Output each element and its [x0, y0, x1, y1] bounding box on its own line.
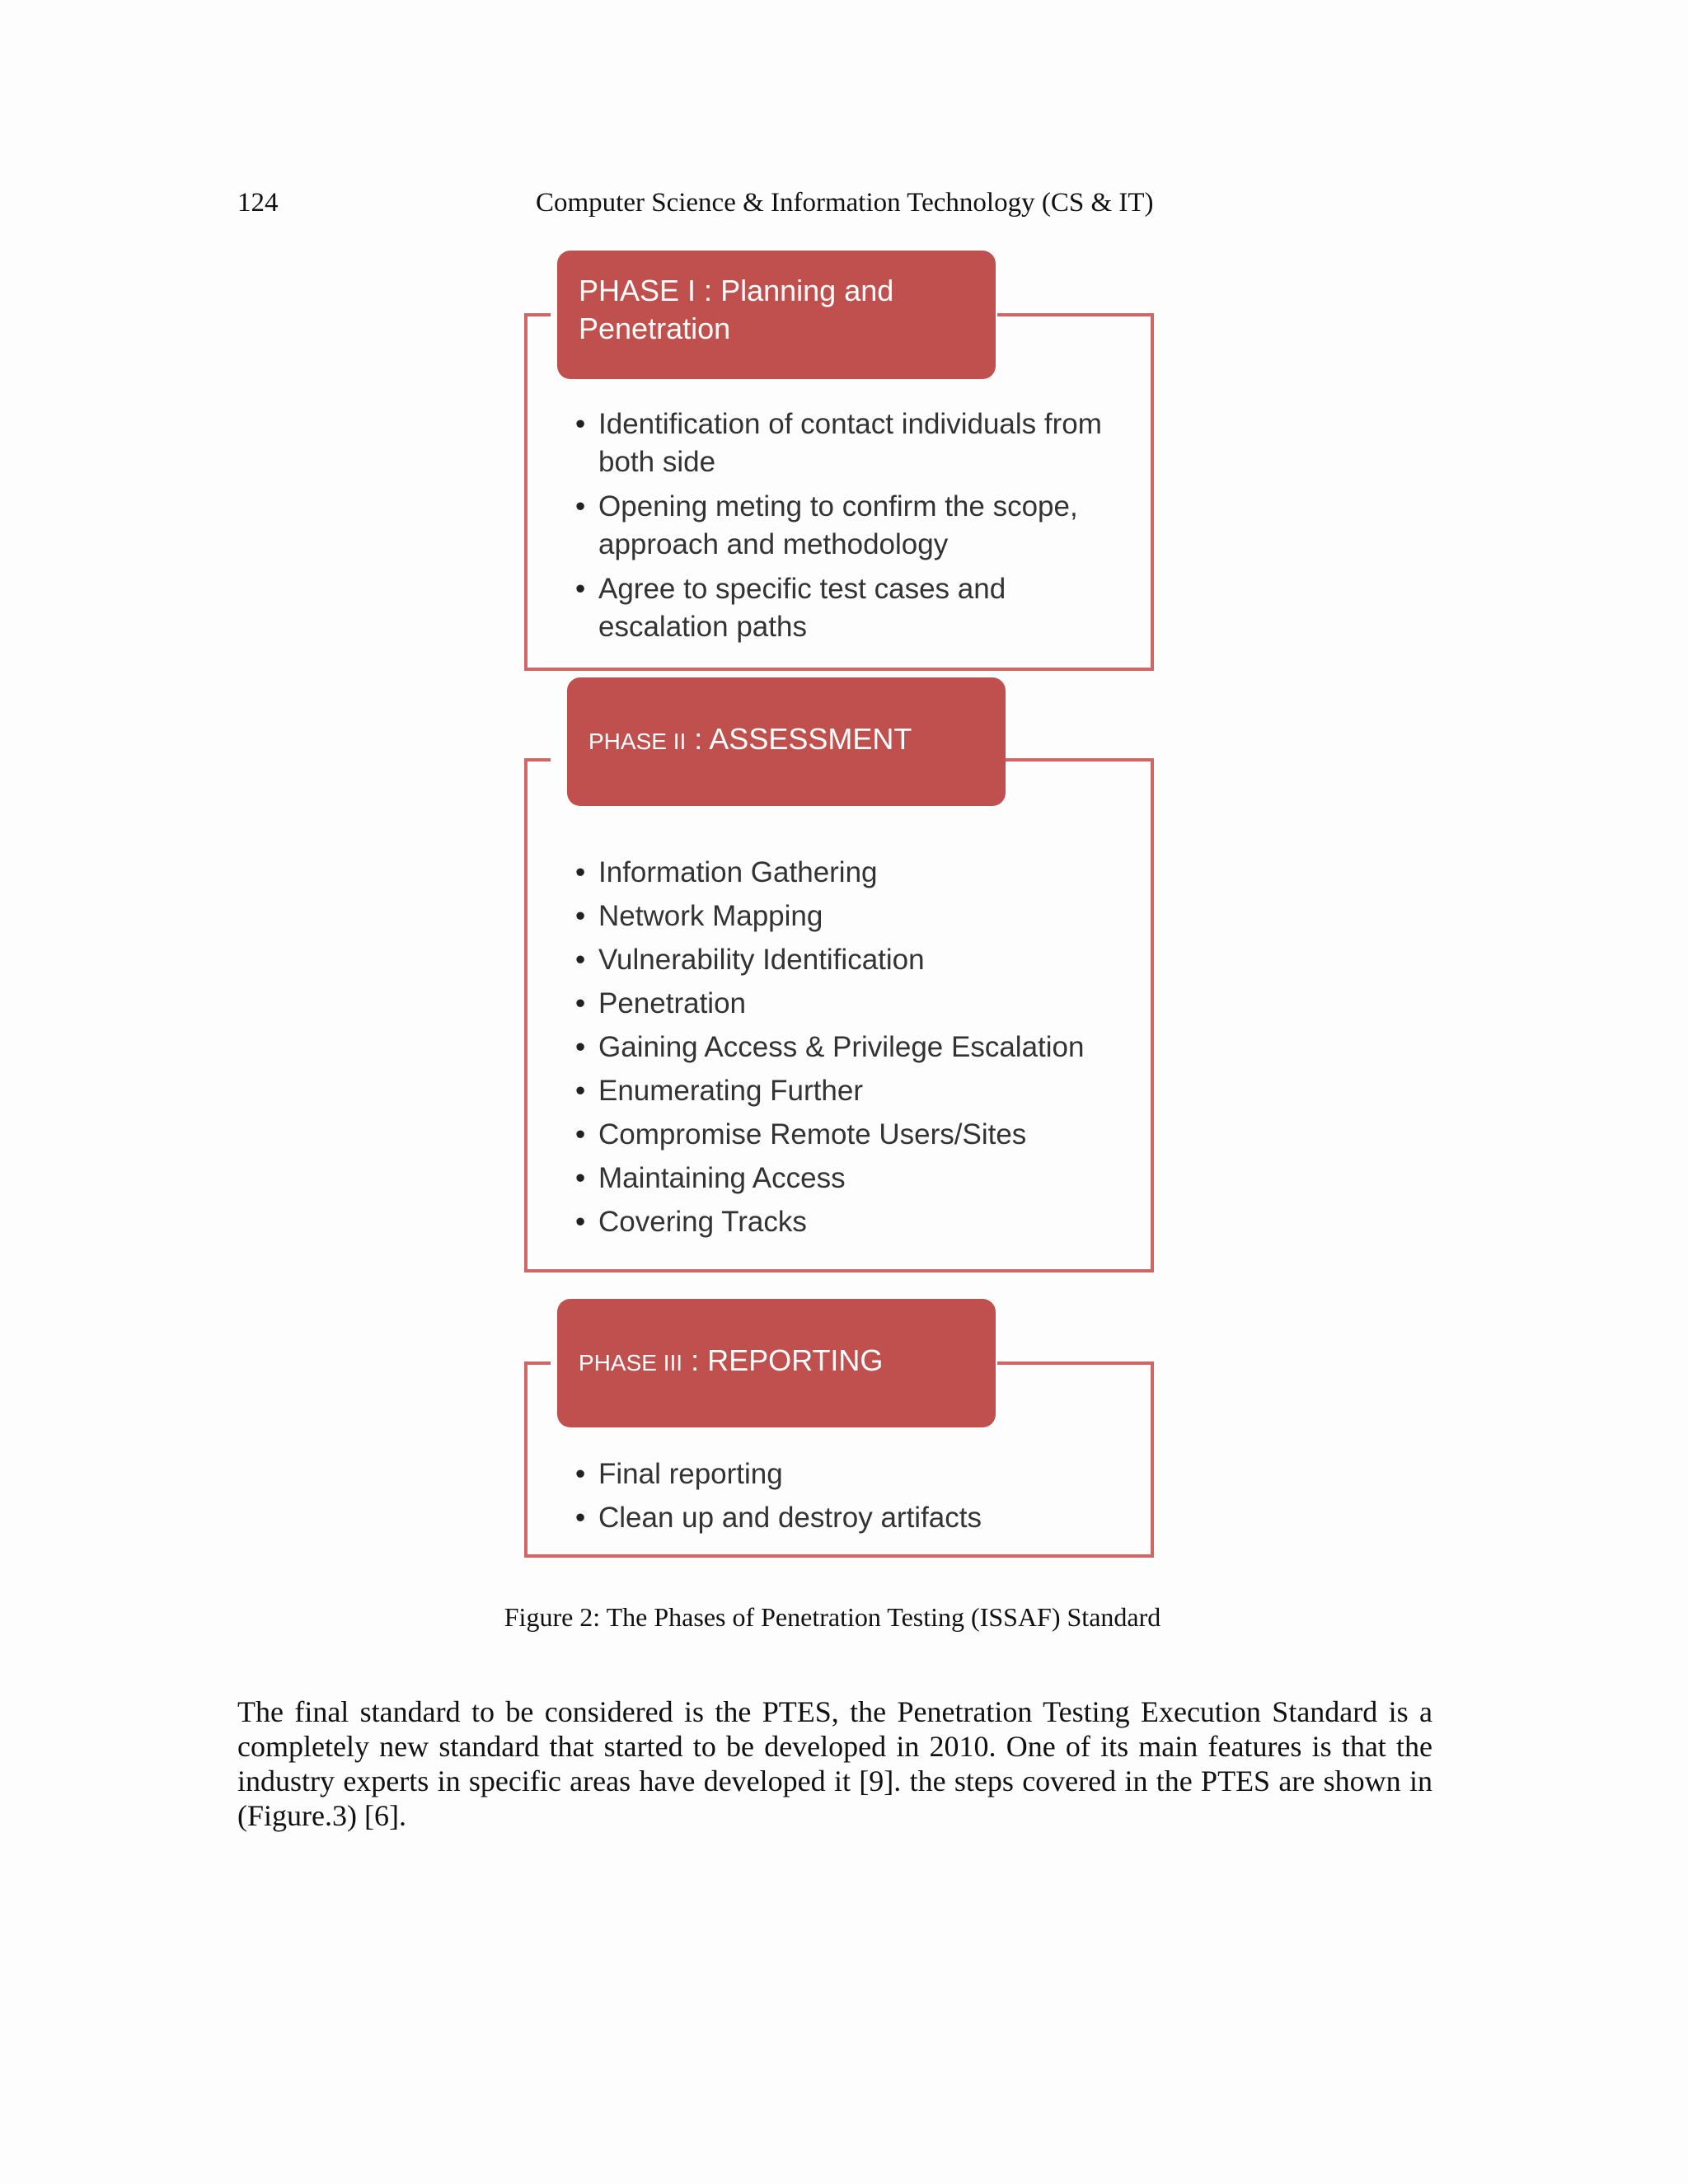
body-paragraph: The final standard to be considered is the PTES, the Penetration Testing Execution Standard is a completely new standard that started to be developed in 2010. One of its main features is that the industry experts in specific areas have developed it [9]. the steps covered in the PTES are shown in (Figure.3) [6].	[237, 1695, 1432, 1832]
phase-1-header	[557, 251, 996, 379]
phase-3-title: : REPORTING	[691, 1343, 884, 1377]
list-item: • Identification of contact individuals from both side	[575, 405, 1103, 481]
phase-3-list	[575, 1452, 1103, 1540]
journal-title: Computer Science & Information Technology (CS & IT)	[536, 188, 1154, 218]
phase-2-header	[567, 677, 1006, 806]
list-item: • Information Gathering	[575, 851, 1103, 894]
list-item: • Network Mapping	[575, 894, 1103, 938]
list-item: • Agree to specific test cases and escalation paths	[575, 570, 1103, 646]
list-item: • Final reporting	[575, 1452, 1103, 1496]
phase-2-label: PHASE II	[588, 729, 687, 754]
phase-1-title: Planning and Penetration	[579, 274, 894, 345]
list-item: • Vulnerability Identification	[575, 938, 1103, 982]
phase-2-list	[575, 851, 1103, 1244]
page-header	[237, 185, 1432, 221]
list-item: • Compromise Remote Users/Sites	[575, 1113, 1103, 1156]
phase-3-header	[557, 1299, 996, 1427]
page-number: 124	[237, 188, 279, 218]
phase-1-list	[575, 405, 1103, 646]
list-item: • Maintaining Access	[575, 1156, 1103, 1200]
list-item: • Clean up and destroy artifacts	[575, 1496, 1103, 1540]
phase-2-title: : ASSESSMENT	[694, 722, 912, 756]
figure-caption: Figure 2: The Phases of Penetration Testing (ISSAF) Standard	[504, 1602, 1161, 1632]
list-item: • Enumerating Further	[575, 1069, 1103, 1113]
phase-3-label: PHASE III	[579, 1350, 683, 1376]
list-item: • Covering Tracks	[575, 1200, 1103, 1244]
list-item: • Opening meting to confirm the scope, approach and methodology	[575, 488, 1103, 564]
list-item: • Penetration	[575, 982, 1103, 1025]
list-item: • Gaining Access & Privilege Escalation	[575, 1025, 1103, 1069]
phase-1-label: PHASE I :	[579, 274, 713, 307]
